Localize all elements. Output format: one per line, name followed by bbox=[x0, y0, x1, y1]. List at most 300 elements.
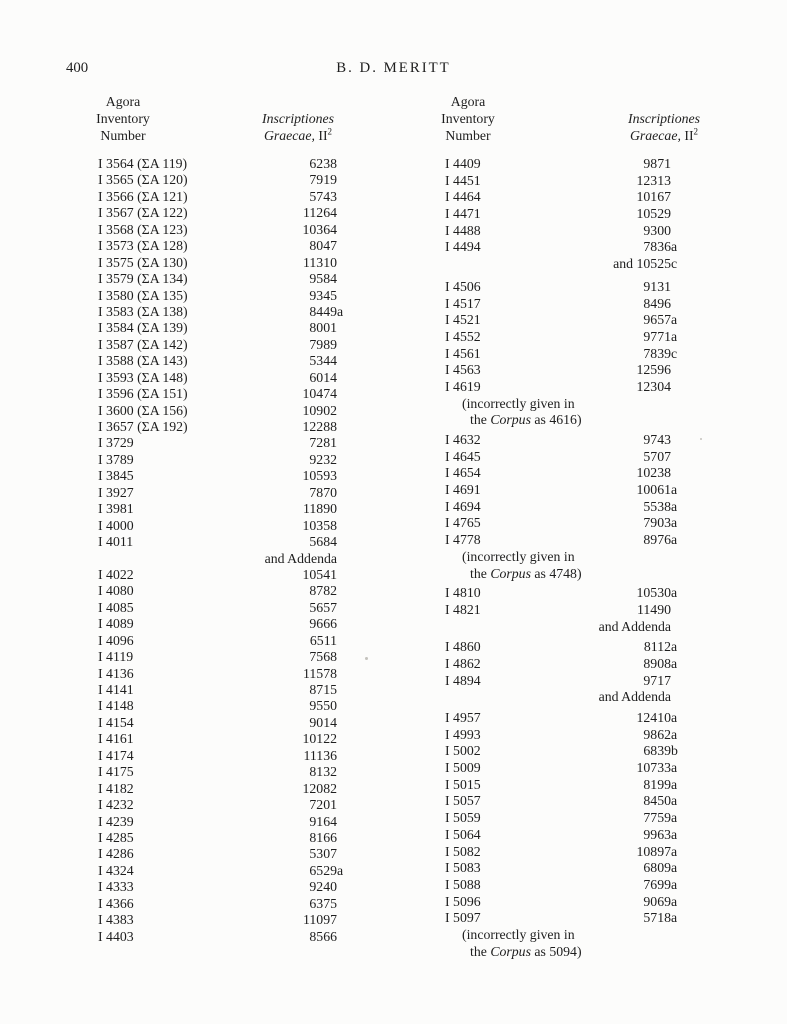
ig-number: 7919 bbox=[309, 172, 337, 188]
table-row bbox=[98, 435, 337, 451]
inventory-number: I 5082 bbox=[445, 843, 481, 859]
table-row bbox=[98, 337, 337, 353]
inventory-number: I 4451 bbox=[445, 172, 481, 188]
ig-number: 11264 bbox=[303, 205, 337, 221]
table-row bbox=[445, 482, 678, 499]
table-row bbox=[445, 893, 678, 911]
inventory-number: I 4383 bbox=[98, 912, 134, 928]
table-row bbox=[98, 205, 337, 221]
inventory-number: I 4521 bbox=[445, 312, 481, 328]
ig-number: 12410 a bbox=[636, 710, 678, 725]
ig-number: 11310 bbox=[303, 254, 337, 270]
inventory-number: I 4096 bbox=[98, 632, 134, 648]
ig-suffix: a bbox=[671, 810, 678, 826]
ig-suffix: a bbox=[671, 710, 678, 725]
ig-suffix: a bbox=[671, 893, 678, 909]
table-row bbox=[445, 532, 678, 549]
table-row bbox=[98, 682, 337, 698]
table-row bbox=[445, 826, 678, 844]
concordance-column-right bbox=[445, 156, 678, 960]
page-number: 400 bbox=[66, 60, 89, 76]
ig-header-line: Graecae, $II^2$ bbox=[629, 126, 699, 143]
table-row bbox=[445, 726, 678, 744]
inventory-number: I 4464 bbox=[445, 189, 481, 205]
inventory-number: I 4000 bbox=[98, 517, 134, 533]
inventory-number: I 4154 bbox=[98, 714, 134, 730]
inventory-number: I 3567 (ΣA 122) bbox=[98, 205, 188, 221]
inventory-number: I 3583 (ΣA 138) bbox=[98, 303, 188, 319]
inventory-number: I 4957 bbox=[445, 710, 481, 725]
inventory-number: I 3584 (ΣA 139) bbox=[98, 320, 188, 336]
inventory-number: I 5057 bbox=[445, 793, 481, 809]
note-row bbox=[445, 944, 671, 961]
ig-suffix: a bbox=[671, 726, 678, 742]
ig-number: 9240 bbox=[309, 879, 337, 895]
ig-suffix: a bbox=[671, 639, 678, 655]
ig-number: 5707 bbox=[643, 448, 671, 464]
table-row bbox=[98, 715, 337, 731]
ig-number: 8566 bbox=[309, 928, 337, 944]
ig-number: 10167 bbox=[636, 189, 671, 205]
ig-continuation: and 10525 c bbox=[613, 256, 678, 272]
table-row bbox=[445, 585, 678, 602]
table-row bbox=[98, 386, 337, 402]
table-row bbox=[98, 288, 337, 304]
inventory-number: I 3981 bbox=[98, 501, 134, 517]
ig-number: 5657 bbox=[309, 599, 337, 615]
ig-continuation: and Addenda bbox=[264, 550, 337, 566]
ig-number: 7759 a bbox=[643, 810, 678, 826]
note-row bbox=[445, 412, 671, 429]
table-row bbox=[98, 255, 337, 271]
ig-suffix: a bbox=[337, 303, 344, 319]
ig-number: 6839 b bbox=[643, 743, 678, 759]
ig-suffix: a bbox=[671, 910, 678, 926]
continuation-row bbox=[98, 551, 337, 567]
ig-continuation: and Addenda bbox=[598, 689, 671, 705]
ig-number: 9232 bbox=[309, 451, 337, 467]
inventory-number: I 4175 bbox=[98, 764, 134, 780]
table-row bbox=[445, 239, 678, 256]
table-row bbox=[98, 303, 344, 320]
ig-number: 10529 bbox=[636, 206, 671, 222]
table-row bbox=[98, 156, 337, 172]
inventory-number: I 4161 bbox=[98, 731, 134, 747]
ig-number: 8112 a bbox=[643, 639, 678, 655]
note-text: the Corpus as 4616) bbox=[470, 412, 582, 428]
ig-number: 9963 a bbox=[643, 826, 678, 842]
table-row bbox=[98, 814, 337, 830]
scan-speck bbox=[365, 657, 368, 660]
inventory-number: I 5059 bbox=[445, 810, 481, 826]
inventory-number: I 4409 bbox=[445, 156, 481, 171]
table-row bbox=[445, 379, 671, 396]
inventory-number: I 5096 bbox=[445, 893, 481, 909]
ig-number: 5743 bbox=[309, 188, 337, 204]
table-row bbox=[98, 419, 337, 435]
ig-number: 9300 bbox=[643, 222, 671, 238]
ig-number: 9717 bbox=[643, 672, 671, 688]
inventory-number: I 4403 bbox=[98, 928, 134, 944]
table-row bbox=[98, 896, 337, 912]
inventory-number: I 5002 bbox=[445, 743, 481, 759]
table-row bbox=[445, 449, 671, 466]
table-row bbox=[98, 518, 337, 534]
note-text: (incorrectly given in bbox=[462, 548, 575, 564]
inventory-number: I 4333 bbox=[98, 879, 134, 895]
inventory-number: I 4894 bbox=[445, 672, 481, 688]
inventory-number: I 5088 bbox=[445, 876, 481, 892]
table-row bbox=[98, 748, 337, 764]
inventory-number: I 4563 bbox=[445, 362, 481, 378]
table-row bbox=[445, 760, 678, 777]
table-row bbox=[98, 583, 337, 599]
ig-suffix: a bbox=[671, 776, 678, 792]
table-row bbox=[98, 370, 337, 386]
inventory-number: I 3573 (ΣA 128) bbox=[98, 238, 188, 254]
inventory-number: I 4654 bbox=[445, 465, 481, 481]
table-row bbox=[445, 432, 671, 449]
inventory-number: I 3927 bbox=[98, 484, 134, 500]
ig-number: 10593 bbox=[302, 468, 337, 484]
table-row bbox=[98, 452, 337, 468]
table-row bbox=[445, 312, 678, 329]
note-text: (incorrectly given in bbox=[462, 395, 575, 411]
table-row bbox=[98, 764, 337, 780]
ig-number: 9862 a bbox=[643, 726, 678, 742]
table-row bbox=[445, 776, 678, 794]
inventory-number: I 4810 bbox=[445, 585, 481, 601]
continuation-row bbox=[445, 619, 671, 636]
ig-number: 9014 bbox=[309, 714, 337, 730]
table-row bbox=[445, 810, 678, 827]
ig-number: 11136 bbox=[303, 747, 337, 763]
table-row bbox=[98, 172, 337, 188]
ig-suffix: a bbox=[671, 515, 678, 531]
table-row bbox=[98, 846, 337, 862]
agora-header-line: Inventory bbox=[441, 111, 495, 126]
inventory-number: I 3600 (ΣA 156) bbox=[98, 402, 188, 418]
note-italic-word: Corpus bbox=[490, 943, 531, 959]
table-row bbox=[98, 189, 337, 205]
inventory-number: I 5083 bbox=[445, 860, 481, 876]
ig-number: 8976 a bbox=[643, 532, 678, 548]
ig-number: 8001 bbox=[309, 320, 337, 336]
ig-number: 11578 bbox=[303, 665, 337, 681]
table-row bbox=[98, 600, 337, 616]
ig-number: 12596 bbox=[636, 362, 671, 378]
ig-number: 10897 a bbox=[636, 843, 678, 859]
inventory-number: I 3588 (ΣA 143) bbox=[98, 353, 188, 369]
inventory-number: I 4085 bbox=[98, 599, 134, 615]
ig-number: 7201 bbox=[309, 797, 337, 813]
inventory-number: I 4488 bbox=[445, 222, 481, 238]
inventory-number: I 4141 bbox=[98, 682, 134, 697]
table-row bbox=[445, 223, 671, 240]
ig-number: 10358 bbox=[302, 517, 337, 533]
note-row bbox=[445, 549, 671, 566]
table-row bbox=[98, 534, 337, 550]
ig-number: 8782 bbox=[309, 583, 337, 599]
inventory-number: I 4645 bbox=[445, 448, 481, 464]
inventory-number: I 4080 bbox=[98, 583, 134, 599]
ig-number: 9550 bbox=[309, 698, 337, 714]
ig-number: 7989 bbox=[309, 336, 337, 352]
ig-number: 9164 bbox=[309, 813, 337, 829]
table-row bbox=[445, 189, 671, 206]
inventory-number: I 4862 bbox=[445, 655, 481, 671]
running-head: B. D. MERITT bbox=[336, 60, 451, 76]
table-row bbox=[98, 501, 337, 517]
table-row bbox=[98, 830, 337, 846]
inventory-number: I 4860 bbox=[445, 639, 481, 655]
table-row bbox=[98, 781, 337, 797]
note-row bbox=[445, 927, 671, 944]
note-italic-word: Corpus bbox=[490, 565, 531, 581]
inventory-number: I 4694 bbox=[445, 498, 481, 514]
ig-number: 11490 bbox=[637, 601, 671, 617]
ig-number: 7836 a bbox=[643, 239, 678, 255]
inventory-number: I 4494 bbox=[445, 239, 481, 255]
table-row bbox=[445, 655, 678, 673]
agora-header-left bbox=[58, 93, 188, 144]
ig-suffix: a bbox=[671, 860, 678, 876]
ig-number: 9345 bbox=[309, 287, 337, 303]
ig-number: 7839 c bbox=[643, 345, 678, 361]
table-row bbox=[98, 698, 337, 714]
ig-suffix: a bbox=[671, 585, 678, 601]
inventory-number: I 4324 bbox=[98, 862, 134, 878]
inventory-number: I 4517 bbox=[445, 295, 481, 311]
table-row bbox=[98, 616, 337, 632]
inventory-number: I 4285 bbox=[98, 829, 134, 845]
ig-number: 9666 bbox=[309, 616, 337, 632]
agora-header-line: Agora bbox=[105, 94, 141, 109]
ig-number: 8715 bbox=[309, 682, 337, 697]
table-row bbox=[98, 666, 337, 682]
table-row bbox=[98, 862, 344, 879]
inventory-number: I 4561 bbox=[445, 345, 481, 361]
ig-number: 8047 bbox=[309, 238, 337, 254]
ig-number: 9771 a bbox=[643, 328, 678, 344]
ig-suffix: a bbox=[337, 862, 344, 878]
ig-number: 10541 bbox=[302, 566, 337, 582]
table-row bbox=[445, 296, 671, 313]
ig-number: 11097 bbox=[303, 912, 337, 928]
agora-header-line: Agora bbox=[450, 94, 486, 109]
ig-number: 8449 a bbox=[309, 303, 344, 319]
table-row bbox=[445, 156, 671, 173]
inventory-number: I 3564 (ΣA 119) bbox=[98, 156, 188, 171]
note-italic-word: Corpus bbox=[490, 412, 531, 428]
ig-number: 6238 bbox=[309, 156, 337, 171]
ig-number: 9069 a bbox=[643, 893, 678, 909]
table-row bbox=[98, 353, 337, 369]
table-row bbox=[98, 797, 337, 813]
ig-suffix: a bbox=[671, 532, 678, 548]
table-row bbox=[445, 710, 678, 727]
ig-number: 7870 bbox=[309, 484, 337, 500]
inventory-number: I 4011 bbox=[98, 534, 134, 550]
table-row bbox=[445, 910, 678, 927]
ig-number: 8496 bbox=[643, 295, 671, 311]
inventory-number: I 3565 (ΣA 120) bbox=[98, 172, 188, 188]
inventory-number: I 3568 (ΣA 123) bbox=[98, 221, 188, 237]
inventory-number: I 4691 bbox=[445, 482, 481, 498]
inventory-number: I 4632 bbox=[445, 432, 481, 447]
agora-header-line: Inventory bbox=[96, 111, 150, 126]
ig-number: 9743 bbox=[643, 432, 671, 447]
ig-header-line: Inscriptiones bbox=[261, 111, 335, 126]
inventory-number: I 3579 (ΣA 134) bbox=[98, 271, 188, 287]
concordance-column-left bbox=[98, 156, 344, 945]
table-row bbox=[445, 173, 671, 190]
ig-number: 6809 a bbox=[643, 860, 678, 876]
table-row bbox=[98, 485, 337, 501]
note-row bbox=[445, 396, 671, 413]
ig-suffix: b bbox=[671, 743, 678, 759]
ig-number: 7568 bbox=[309, 649, 337, 665]
continuation-row bbox=[445, 689, 671, 706]
inventory-number: I 4174 bbox=[98, 747, 134, 763]
inventory-number: I 3845 bbox=[98, 468, 134, 484]
ig-number: 5684 bbox=[309, 534, 337, 550]
table-row bbox=[445, 843, 678, 861]
inventory-number: I 3593 (ΣA 148) bbox=[98, 369, 188, 385]
inventory-number: I 4089 bbox=[98, 616, 134, 632]
agora-header-right bbox=[403, 93, 533, 144]
inventory-number: I 5009 bbox=[445, 760, 481, 776]
inventory-number: I 4619 bbox=[445, 378, 481, 394]
ig-number: 6375 bbox=[309, 895, 337, 911]
ig-number: 8450 a bbox=[643, 793, 678, 809]
ig-number: 5344 bbox=[309, 353, 337, 369]
ig-number: 12304 bbox=[636, 378, 671, 394]
ig-number: 9657 a bbox=[643, 312, 678, 328]
inventory-number: I 4821 bbox=[445, 601, 481, 617]
table-row bbox=[98, 238, 337, 254]
inventory-number: I 4022 bbox=[98, 566, 134, 582]
table-row bbox=[98, 649, 337, 665]
ig-number: 10061 a bbox=[636, 482, 678, 498]
ig-suffix: a bbox=[671, 328, 678, 344]
table-row bbox=[98, 912, 337, 928]
table-row bbox=[98, 879, 337, 895]
table-row bbox=[445, 328, 678, 346]
inventory-number: I 5064 bbox=[445, 826, 481, 842]
inventory-number: I 4232 bbox=[98, 797, 134, 813]
ig-suffix: c bbox=[671, 345, 678, 361]
ig-number: 9871 bbox=[643, 156, 671, 171]
ig-number: 9131 bbox=[643, 278, 671, 294]
table-row bbox=[445, 860, 678, 877]
table-row bbox=[98, 929, 337, 945]
ig-number: 10238 bbox=[636, 465, 671, 481]
ig-number: 8908 a bbox=[643, 655, 678, 671]
scan-speck bbox=[700, 438, 702, 440]
table-row bbox=[445, 206, 671, 223]
table-row bbox=[445, 793, 678, 810]
table-row bbox=[98, 222, 337, 238]
inventory-number: I 4148 bbox=[98, 698, 134, 714]
ig-suffix: a bbox=[671, 843, 678, 859]
ig-suffix: a bbox=[671, 312, 678, 328]
ig-number: 11890 bbox=[303, 501, 337, 517]
ig-suffix: a bbox=[671, 482, 678, 498]
ig-header-right bbox=[599, 110, 729, 144]
ig-number: 10902 bbox=[302, 402, 337, 418]
ig-suffix: a bbox=[671, 793, 678, 809]
agora-header-line: Number bbox=[445, 128, 491, 143]
inventory-number: I 4119 bbox=[98, 649, 134, 665]
ig-number: 6511 bbox=[309, 632, 337, 648]
ig-number: 10474 bbox=[302, 386, 337, 402]
ig-suffix: c bbox=[671, 256, 678, 272]
inventory-number: I 4239 bbox=[98, 813, 134, 829]
ig-header-left bbox=[233, 110, 363, 144]
table-row bbox=[445, 362, 671, 379]
table-row bbox=[445, 639, 678, 656]
inventory-number: I 4286 bbox=[98, 846, 134, 862]
note-text: the Corpus as 5094) bbox=[470, 943, 582, 959]
ig-suffix: a bbox=[671, 239, 678, 255]
table-row bbox=[445, 743, 678, 760]
table-row bbox=[445, 498, 678, 516]
ig-number: 6529 a bbox=[309, 862, 344, 878]
ig-number: 8166 bbox=[309, 829, 337, 845]
inventory-number: I 3729 bbox=[98, 435, 134, 451]
inventory-number: I 4471 bbox=[445, 206, 481, 222]
inventory-number: I 4366 bbox=[98, 895, 134, 911]
inventory-number: I 4552 bbox=[445, 328, 481, 344]
ig-header-line: Graecae, $II^2$ bbox=[263, 126, 333, 143]
inventory-number: I 4778 bbox=[445, 532, 481, 548]
inventory-number: I 4765 bbox=[445, 515, 481, 531]
table-row bbox=[445, 673, 671, 690]
ig-suffix: a bbox=[671, 826, 678, 842]
table-row bbox=[98, 731, 337, 747]
ig-number: 12313 bbox=[636, 172, 671, 188]
ig-number: 8132 bbox=[309, 764, 337, 780]
ig-number: 8199 a bbox=[643, 776, 678, 792]
table-row bbox=[98, 633, 337, 649]
inventory-number: I 5097 bbox=[445, 910, 481, 926]
table-row bbox=[98, 567, 337, 583]
ig-suffix: a bbox=[671, 876, 678, 892]
table-row bbox=[98, 320, 337, 336]
note-text: (incorrectly given in bbox=[462, 926, 575, 942]
ig-number: 10530 a bbox=[636, 585, 678, 601]
ig-number: 7699 a bbox=[643, 876, 678, 892]
ig-number: 10122 bbox=[302, 731, 337, 747]
ig-number: 9584 bbox=[309, 271, 337, 287]
table-row bbox=[445, 602, 671, 619]
table-row bbox=[98, 468, 337, 484]
ig-number: 5307 bbox=[309, 846, 337, 862]
table-row bbox=[445, 515, 678, 532]
inventory-number: I 3657 (ΣA 192) bbox=[98, 419, 188, 434]
agora-header-line: Number bbox=[100, 128, 146, 143]
ig-number: 7903 a bbox=[643, 515, 678, 531]
table-row bbox=[445, 279, 671, 296]
table-row bbox=[98, 271, 337, 287]
ig-number: 12288 bbox=[302, 419, 337, 434]
inventory-number: I 3789 bbox=[98, 451, 134, 467]
inventory-number: I 3575 (ΣA 130) bbox=[98, 254, 188, 270]
ig-number: 10733 a bbox=[636, 760, 678, 776]
table-row bbox=[445, 345, 678, 363]
continuation-row bbox=[445, 256, 678, 273]
